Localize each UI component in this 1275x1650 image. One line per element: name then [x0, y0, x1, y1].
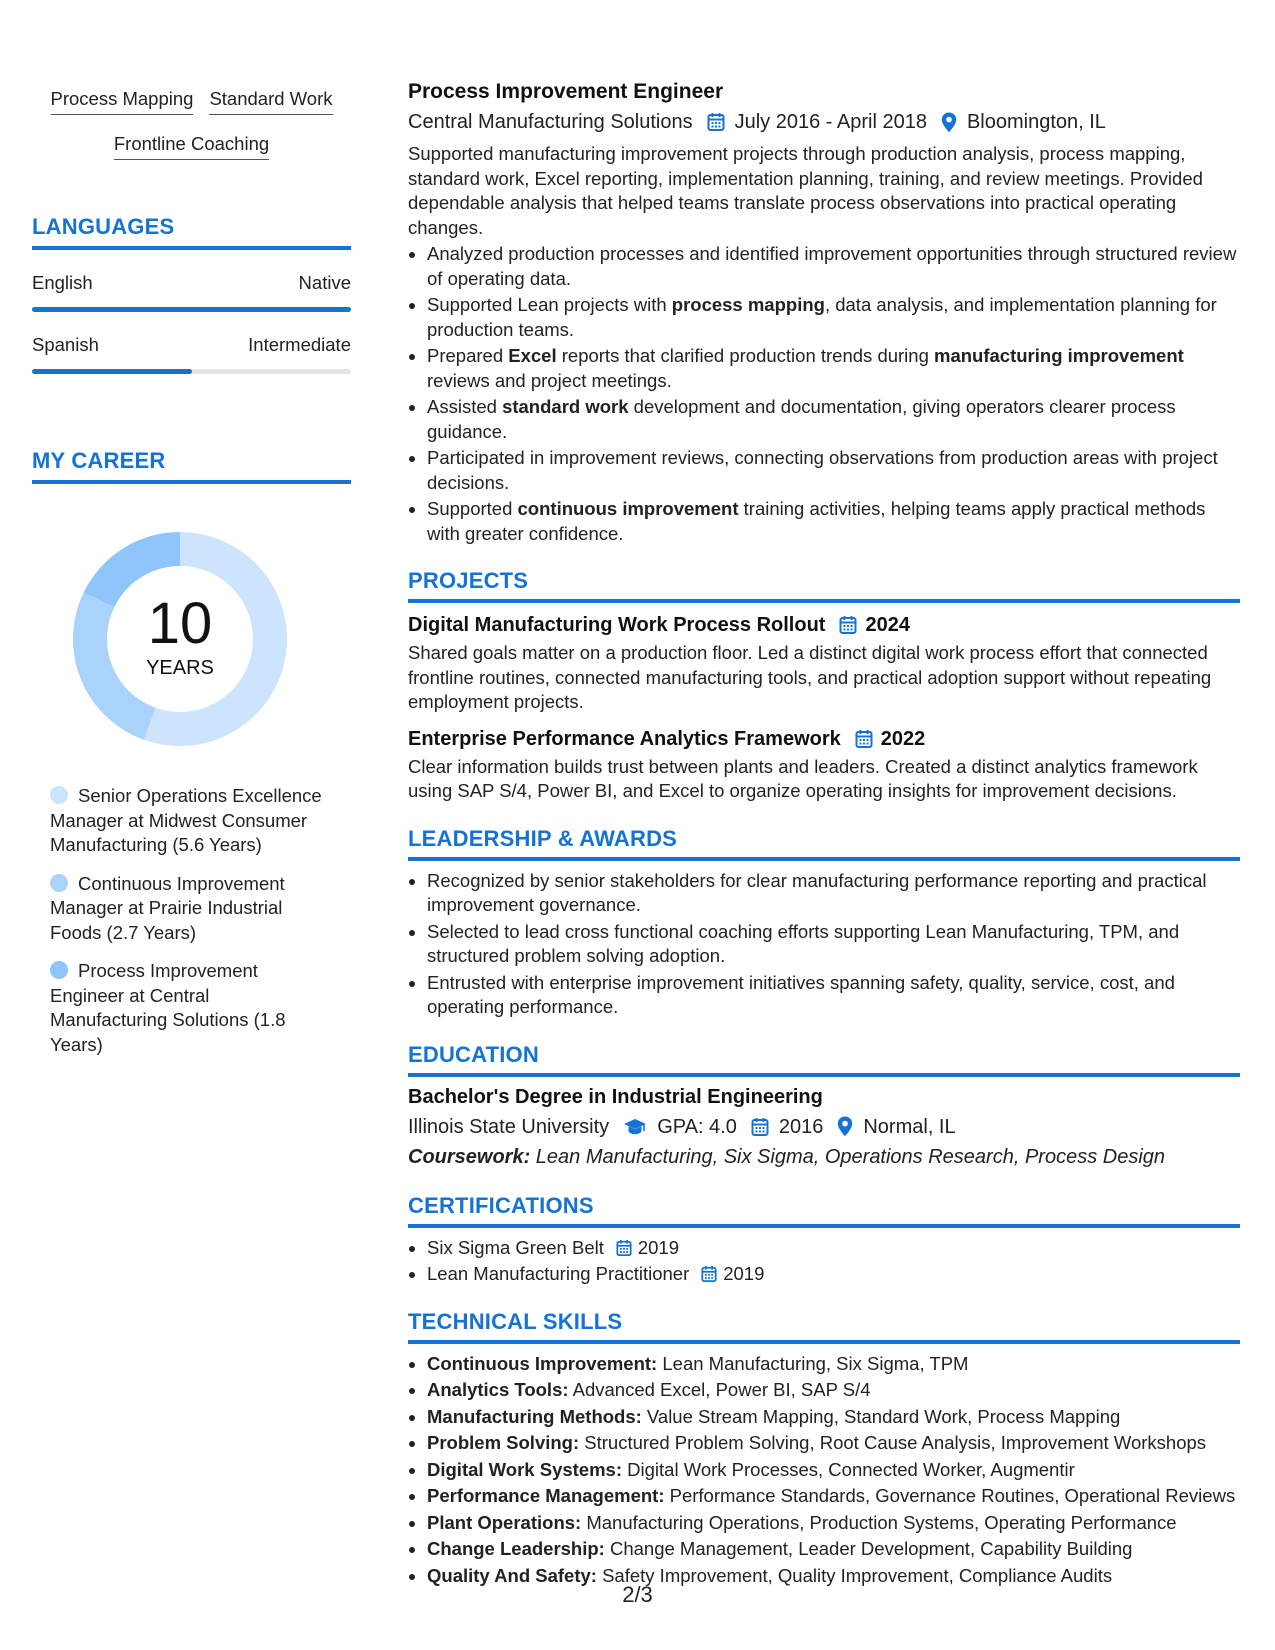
list-item: • Supported continuous improvement training activities, helping teams apply practical methods with greater confidence.: [427, 497, 1240, 546]
list-item: • Performance Management: Performance Standards, Governance Routines, Operational Reviews: [427, 1484, 1240, 1509]
list-item: • Assisted standard work development and documentation, giving operators clearer process guidance.: [427, 395, 1240, 444]
job-meta: [408, 108, 1240, 136]
language-level: Native: [298, 272, 351, 293]
language-name: English: [32, 272, 93, 293]
certifications-list: [408, 1236, 1240, 1287]
list-item: • Problem Solving: Structured Problem Solving, Root Cause Analysis, Improvement Workshops: [427, 1431, 1240, 1456]
location-pin-icon: [837, 1116, 853, 1137]
legend-dot: [50, 961, 68, 979]
list-item: • Recognized by senior stakeholders for clear manufacturing performance reporting and practical improvement governance.: [427, 869, 1240, 918]
school-location: Normal, IL: [863, 1115, 956, 1138]
cert-name: • Lean Manufacturing Practitioner: [427, 1263, 690, 1284]
list-item: • Continuous Improvement: Lean Manufacturing, Six Sigma, TPM: [427, 1352, 1240, 1377]
skills-list: [408, 1352, 1240, 1589]
calendar-icon: [707, 112, 725, 132]
calendar-icon: [701, 1265, 717, 1283]
career-total-number: 10: [147, 590, 213, 656]
coursework-list: Lean Manufacturing, Six Sigma, Operations Research, Process Design: [530, 1145, 1166, 1168]
legend-dot: [50, 786, 68, 804]
project-description: Clear information builds trust between plants and leaders. Created a distinct analytics framework using SAP S/4, Power BI, and Excel to organize operating insights for improvement decisions.: [408, 755, 1198, 801]
location-pin-icon: [941, 112, 957, 133]
project-year: 2024: [865, 614, 910, 636]
coursework: [408, 1143, 1240, 1171]
list-item: • Analyzed production processes and identified improvement opportunities through structured review of operating data.: [427, 242, 1240, 291]
language-name: Spanish: [32, 334, 99, 355]
career-list: [50, 784, 325, 1057]
company-name: Central Manufacturing Solutions: [408, 111, 693, 133]
language-item: [32, 272, 351, 312]
career-total-unit: YEARS: [146, 656, 214, 679]
education-heading: EDUCATION: [408, 1042, 1240, 1077]
cert-year: 2019: [637, 1236, 680, 1258]
left-column: [32, 78, 351, 1071]
career-item-text: Process Improvement Engineer at Central Manufacturing Solutions (1.8 Years): [50, 960, 286, 1055]
education-meta: [408, 1113, 1240, 1141]
career-item: [50, 872, 325, 946]
gpa: GPA: 4.0: [657, 1115, 737, 1138]
career-donut-chart: [65, 524, 295, 754]
list-item: [427, 1262, 1240, 1287]
leadership-list: [408, 869, 1240, 1020]
list-item: • Manufacturing Methods: Value Stream Mapping, Standard Work, Process Mapping: [427, 1405, 1240, 1430]
project-description: Shared goals matter on a production floor. Led a distinct digital work process effort that connected frontline routines, connected manufacturing tools, and practical adoption support without repeating employment projects.: [408, 642, 1212, 712]
job-title: Process Improvement Engineer: [408, 80, 724, 103]
language-level: Intermediate: [248, 334, 351, 355]
language-bar-fill: [32, 307, 351, 312]
career-item-text: Continuous Improvement Manager at Prairie Industrial Foods (2.7 Years): [50, 872, 285, 943]
skill-tag: Frontline Coaching: [114, 133, 269, 160]
list-item: • Supported Lean projects with process mapping, data analysis, and implementation planning for production teams.: [427, 293, 1240, 342]
project-title: [408, 611, 1240, 639]
career-item: [50, 959, 325, 1057]
list-item: • Quality And Safety: Safety Improvement, Quality Improvement, Compliance Audits: [427, 1564, 1240, 1589]
skill-tag: Standard Work: [209, 88, 332, 115]
school-name: Illinois State University: [408, 1115, 610, 1138]
language-bar: [32, 307, 351, 312]
graduation-year: 2016: [778, 1115, 824, 1138]
skill-tags: [32, 78, 351, 168]
list-item: [427, 1236, 1240, 1261]
calendar-icon: [751, 1117, 769, 1137]
list-item: • Participated in improvement reviews, connecting observations from production areas with project decisions.: [427, 446, 1240, 495]
list-item: • Prepared Excel reports that clarified production trends during manufacturing improvement reviews and project meetings.: [427, 344, 1240, 393]
list-item: • Analytics Tools: Advanced Excel, Power BI, SAP S/4: [427, 1378, 1240, 1403]
project-name: Digital Manufacturing Work Process Rollout: [408, 614, 826, 636]
legend-dot: [50, 874, 68, 892]
job-dates: July 2016 - April 2018: [734, 111, 927, 133]
languages-heading: LANGUAGES: [32, 214, 351, 250]
language-item: [32, 334, 351, 374]
list-item: • Digital Work Systems: Digital Work Processes, Connected Worker, Augmentir: [427, 1458, 1240, 1483]
certifications-heading: CERTIFICATIONS: [408, 1193, 1240, 1228]
graduation-cap-icon: [623, 1118, 647, 1136]
project-year: 2022: [880, 727, 926, 750]
cert-name: • Six Sigma Green Belt: [427, 1236, 604, 1258]
project-name: Enterprise Performance Analytics Framework: [408, 727, 841, 750]
page-number: 2/3: [622, 1582, 653, 1607]
language-bar: [32, 369, 351, 374]
list-item: • Plant Operations: Manufacturing Operations, Production Systems, Operating Performance: [427, 1511, 1240, 1536]
coursework-label: Coursework:: [408, 1145, 531, 1168]
project-title: [408, 725, 1240, 753]
calendar-icon: [616, 1239, 632, 1257]
language-bar-fill: [32, 369, 192, 374]
skills-heading: TECHNICAL SKILLS: [408, 1309, 1240, 1344]
skill-tag: Process Mapping: [51, 88, 194, 115]
projects-heading: PROJECTS: [408, 568, 1240, 603]
degree-title: Bachelor's Degree in Industrial Engineering: [408, 1085, 823, 1108]
career-heading: MY CAREER: [32, 448, 351, 484]
career-item: [50, 784, 325, 858]
leadership-heading: LEADERSHIP & AWARDS: [408, 826, 1240, 861]
list-item: • Change Leadership: Change Management, Leader Development, Capability Building: [427, 1537, 1240, 1562]
right-column: [408, 78, 1240, 1590]
career-item-text: Senior Operations Excellence Manager at Midwest Consumer Manufacturing (5.6 Years): [50, 785, 322, 855]
job-bullets: [408, 242, 1240, 546]
calendar-icon: [855, 729, 873, 749]
job-location: Bloomington, IL: [966, 111, 1106, 133]
calendar-icon: [839, 615, 857, 635]
cert-year: 2019: [723, 1263, 765, 1284]
list-item: • Selected to lead cross functional coaching efforts supporting Lean Manufacturing, TPM, and structured problem solving adoption.: [427, 920, 1240, 969]
job-summary: Supported manufacturing improvement projects through production analysis, process mapping, standard work, Excel reporting, implementation planning, training, and review meetings. Provided dependable analysis that helped teams translate process observations into practical operating changes.: [408, 143, 1203, 238]
list-item: • Entrusted with enterprise improvement initiatives spanning safety, quality, service, cost, and operating performance.: [427, 971, 1240, 1020]
